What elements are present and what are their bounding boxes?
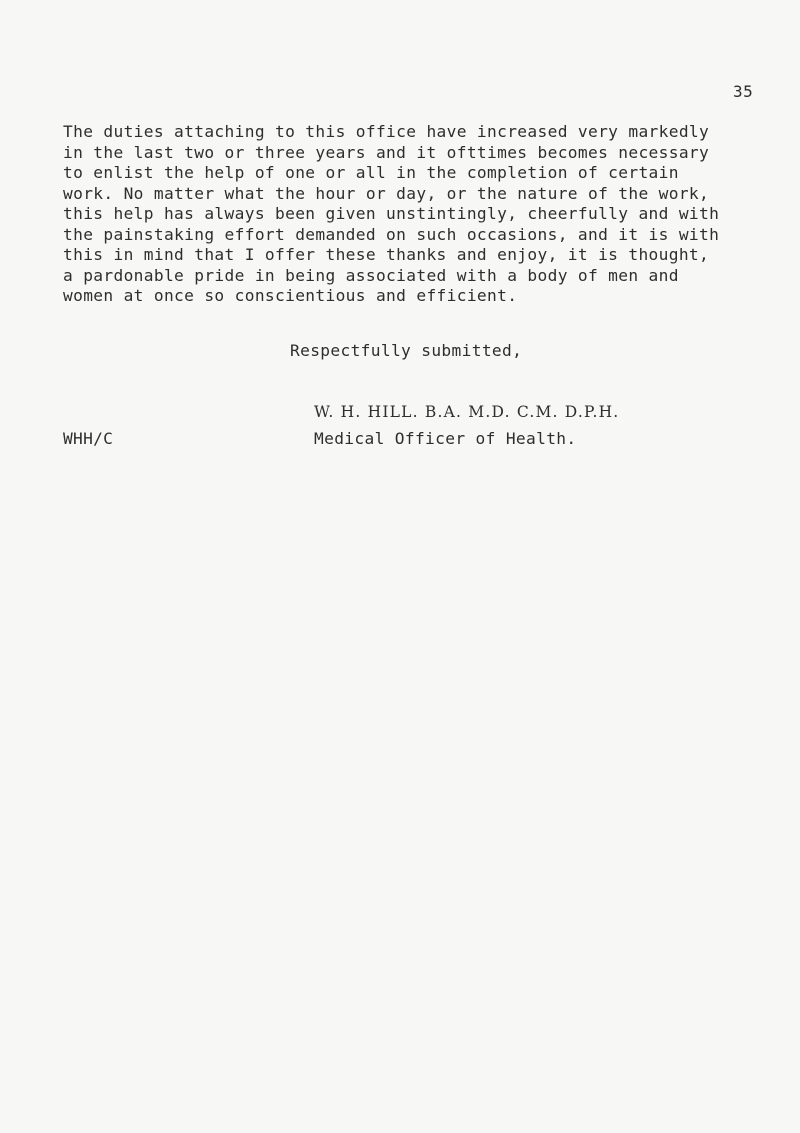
body-paragraph: [63, 122, 768, 307]
signature-title: Medical Officer of Health.: [314, 429, 577, 448]
page-number: 35: [733, 82, 754, 101]
body-line: The duties attaching to this office have increased very markedly: [63, 122, 710, 141]
body-line: a pardonable pride in being associated with a body of men and: [63, 265, 679, 285]
body-line: the painstaking effort demanded on such occasions, and it is with: [63, 224, 720, 244]
closing-salutation: Respectfully submitted,: [290, 341, 523, 360]
body-line: this in mind that I offer these thanks and enjoy, it is thought,: [63, 245, 710, 264]
reference-initials: WHH/C: [63, 429, 114, 448]
body-line: to enlist the help of one or all in the completion of certain: [63, 163, 679, 182]
body-line: women at once so conscientious and efficient.: [63, 286, 518, 305]
body-line: this help has always been given unstintingly, cheerfully and with: [63, 204, 720, 223]
body-line: work. No matter what the hour or day, or the nature of the work,: [63, 183, 710, 203]
signature-name: W. H. HILL. B.A. M.D. C.M. D.P.H.: [314, 403, 620, 421]
body-line: in the last two or three years and it ofttimes becomes necessary: [63, 142, 710, 162]
